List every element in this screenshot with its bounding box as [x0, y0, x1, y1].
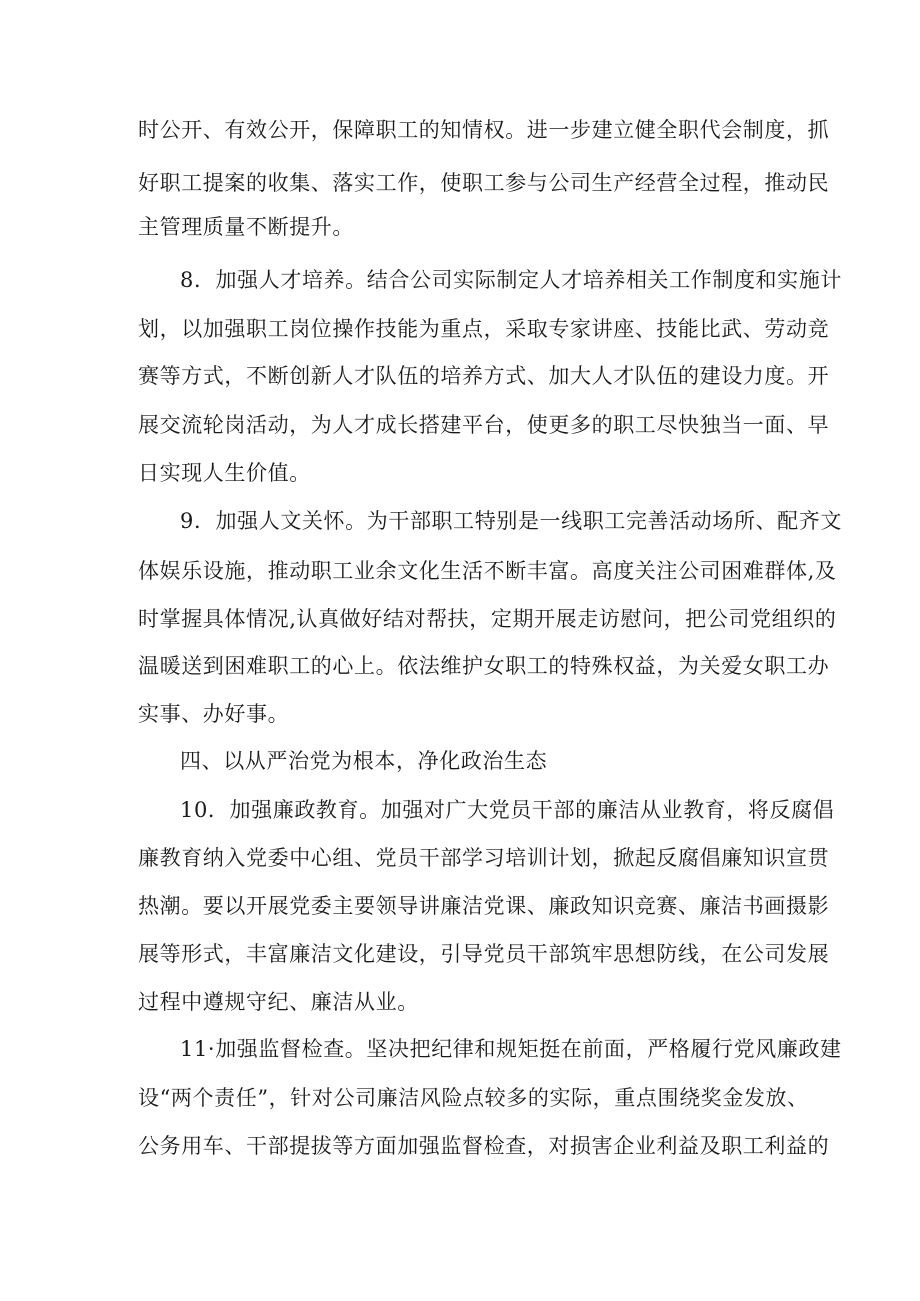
text-line: 实事、办好事。 [138, 702, 290, 726]
section-heading: 四、以从严治党为根本，净化政治生态 [180, 749, 548, 773]
text-line: 体娱乐设施，推动职工业余文化生活不断丰富。高度关注公司困难群体,及 [138, 559, 837, 583]
paragraph-9-first-line: 9．加强人文关怀。为干部职工特别是一线职工完善活动场所、配齐文 [180, 509, 842, 533]
text-line: 时掌握具体情况,认真做好结对帮扶，定期开展走访慰问，把公司党组织的 [138, 607, 837, 631]
text-line: 温暖送到困难职工的心上。依法维护女职工的特殊权益，为关爱女职工办 [138, 654, 830, 678]
text-line: 过程中遵规守纪、廉洁从业。 [138, 990, 419, 1014]
text-line: 热潮。要以开展党委主要领导讲廉洁党课、廉政知识竞赛、廉洁书画摄影 [138, 894, 830, 918]
text-line: 好职工提案的收集、落实工作，使职工参与公司生产经营全过程，推动民 [138, 171, 830, 195]
text-line: 时公开、有效公开，保障职工的知情权。进一步建立健全职代会制度，抓 [138, 118, 830, 142]
text-line: 展交流轮岗活动，为人才成长搭建平台，使更多的职工尽快独当一面、早 [138, 413, 830, 437]
text-line: 日实现人生价值。 [138, 461, 311, 485]
text-line: 公务用车、干部提拔等方面加强监督检查，对损害企业利益及职工利益的 [138, 1134, 830, 1158]
paragraph-11-first-line: 11·加强监督检查。坚决把纪律和规矩挺在前面，严格履行党风廉政建 [180, 1037, 842, 1061]
text-line: 展等形式，丰富廉洁文化建设，引导党员干部筑牢思想防线，在公司发展 [138, 942, 830, 966]
text-line: 赛等方式，不断创新人才队伍的培养方式、加大人才队伍的建设力度。开 [138, 364, 830, 388]
paragraph-10-first-line: 10．加强廉政教育。加强对广大党员干部的廉洁从业教育，将反腐倡 [180, 798, 835, 822]
text-line: 主管理质量不断提升。 [138, 215, 354, 239]
text-line: 廉教育纳入党委中心组、党员干部学习培训计划，掀起反腐倡廉知识宣贯 [138, 846, 830, 870]
text-line: 划，以加强职工岗位操作技能为重点，采取专家讲座、技能比武、劳动竞 [138, 317, 830, 341]
paragraph-8-first-line: 8．加强人才培养。结合公司实际制定人才培养相关工作制度和实施计 [180, 268, 842, 292]
text-line: 设“两个责任”，针对公司廉洁风险点较多的实际，重点围绕奖金发放、 [138, 1086, 809, 1110]
